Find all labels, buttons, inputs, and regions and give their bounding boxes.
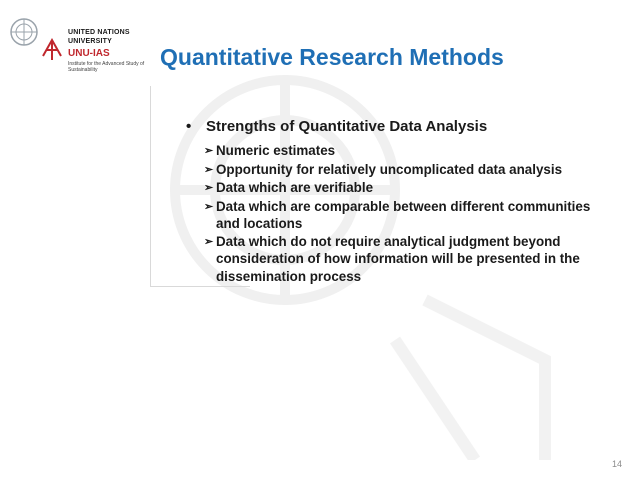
bullet-icon: • [186, 118, 192, 135]
strengths-list [186, 142, 606, 285]
list-item-text: Data which are comparable between different communities and locations [216, 198, 591, 231]
org-abbreviation: UNU-IAS [68, 48, 110, 59]
org-name-line2: UNIVERSITY [68, 38, 113, 45]
list-item-text: Opportunity for relatively uncomplicated data analysis [216, 161, 563, 177]
slide-title: Quantitative Research Methods [160, 44, 504, 70]
ias-mark-icon [41, 36, 63, 62]
arrow-bullet-icon: ➢ [204, 145, 214, 157]
bullet-heading [186, 118, 606, 136]
list-item-text: Numeric estimates [216, 143, 336, 158]
frame-line-horizontal [150, 286, 250, 287]
bullet-heading-text: Strengths of Quantitative Data Analysis [206, 118, 488, 135]
list-item-text: Data which do not require analytical judgment beyond consideration of how information will be presented in the dissemination process [216, 233, 580, 284]
frame-line-vertical [150, 86, 151, 286]
slide-content [186, 118, 606, 285]
un-emblem-icon [8, 16, 40, 48]
list-item [204, 198, 606, 233]
unu-ias-logo [8, 14, 158, 84]
org-name-line1: UNITED NATIONS [68, 29, 130, 36]
list-item [204, 179, 606, 198]
list-item-text: Data which are verifiable [216, 180, 374, 195]
arrow-bullet-icon: ➢ [204, 163, 214, 176]
list-item [204, 161, 606, 180]
page-number: 14 [612, 459, 623, 469]
org-description: Institute for the Advanced Study of Sustainability [68, 61, 145, 73]
list-item [204, 233, 606, 286]
arrow-bullet-icon: ➢ [204, 182, 214, 194]
arrow-bullet-icon: ➢ [204, 235, 214, 248]
arrow-bullet-icon: ➢ [204, 200, 214, 213]
list-item [204, 142, 606, 161]
